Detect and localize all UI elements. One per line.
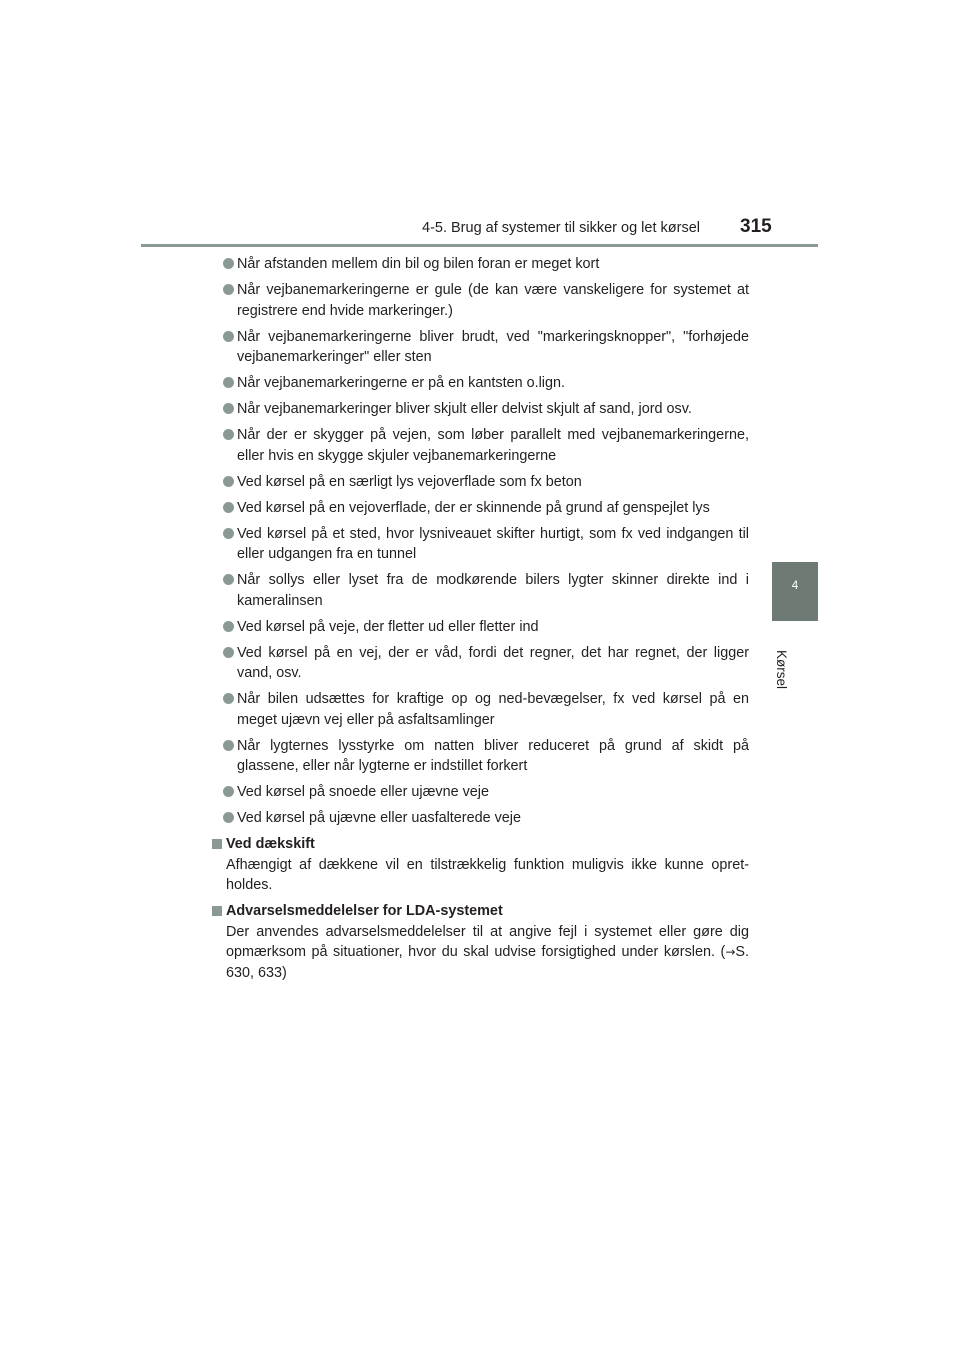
list-item-text: Når vejbanemarkeringerne er gule (de kan være vanskeligere for systemet at registrere end hvide markeringer.) xyxy=(237,282,749,319)
list-item xyxy=(211,327,749,368)
list-item xyxy=(211,782,749,803)
list-item-text: Ved kørsel på snoede eller ujævne veje xyxy=(237,784,489,800)
list-item xyxy=(211,373,749,394)
tire-change-section xyxy=(211,834,749,896)
bullet-icon xyxy=(223,621,234,632)
square-bullet-icon xyxy=(212,839,222,849)
bullet-icon xyxy=(223,786,234,797)
page-number: 315 xyxy=(740,216,772,237)
section-body xyxy=(211,922,749,984)
list-item-text: Når sollys eller lyset fra de modkørende bilers lygter skinner direkte ind i kameralinsen xyxy=(237,572,749,609)
bullet-icon xyxy=(223,528,234,539)
list-item-text: Ved kørsel på ujævne eller uasfalterede veje xyxy=(237,810,521,826)
bullet-icon xyxy=(223,647,234,658)
bullet-icon xyxy=(223,429,234,440)
list-item xyxy=(211,570,749,611)
list-item xyxy=(211,808,749,829)
bullet-icon xyxy=(223,258,234,269)
list-item xyxy=(211,617,749,638)
chapter-label: Kørsel xyxy=(774,650,789,690)
bullet-icon xyxy=(223,284,234,295)
bullet-icon xyxy=(223,693,234,704)
section-heading-text: Advarselsmeddelelser for LDA-systemet xyxy=(226,903,503,919)
list-item-text: Ved kørsel på en vej, der er våd, fordi det regner, det har regnet, der ligger vand, osv. xyxy=(237,644,749,681)
bullet-icon xyxy=(223,574,234,585)
section-title: 4-5. Brug af systemer til sikker og let kørsel xyxy=(422,220,700,236)
bullet-icon xyxy=(223,403,234,414)
bullet-icon xyxy=(223,812,234,823)
list-item xyxy=(211,524,749,565)
list-item-text: Ved kørsel på en vejoverflade, der er skinnende på grund af genspejlet lys xyxy=(237,499,710,516)
section-body: Afhængigt af dækkene vil en tilstrækkelig funktion muligvis ikke kunne opret-holdes. xyxy=(226,856,749,893)
section-heading xyxy=(211,901,749,922)
reference-text: S. 630, 633) xyxy=(226,944,750,981)
main-content xyxy=(211,254,749,989)
list-item-text: Når bilen udsættes for kraftige op og ned-bevægelser, fx ved kørsel på en meget ujævn vej eller på asfaltsamlinger xyxy=(237,691,749,728)
list-item xyxy=(211,689,749,730)
header-divider xyxy=(141,244,818,247)
list-item xyxy=(211,425,749,466)
section-heading xyxy=(211,834,749,855)
list-item xyxy=(211,498,749,519)
list-item-text: Når vejbanemarkeringerne bliver brudt, ved "markeringsknopper", "forhøjede vejbanemarkeringer" eller sten xyxy=(237,328,749,365)
condition-list xyxy=(211,254,749,829)
list-item xyxy=(211,399,749,420)
bullet-icon xyxy=(223,377,234,388)
bullet-icon xyxy=(223,502,234,513)
list-item-text: Ved kørsel på et sted, hvor lysniveauet skifter hurtigt, som fx ved indgangen til eller udgangen fra en tunnel xyxy=(237,525,749,562)
list-item xyxy=(211,472,749,493)
list-item-text: Når vejbanemarkeringerne er på en kantsten o.lign. xyxy=(237,375,565,391)
bullet-icon xyxy=(223,476,234,487)
reference-open-paren: ( xyxy=(720,944,726,960)
list-item-text: Når der er skygger på vejen, som løber parallelt med vejbanemarkeringerne, eller hvis en skygge skjuler vejbanemarkeringerne xyxy=(237,427,749,464)
list-item-text: Ved kørsel på en særligt lys vejoverflade som fx beton xyxy=(237,473,582,490)
list-item xyxy=(211,643,749,684)
list-item-text: Ved kørsel på veje, der fletter ud eller fletter ind xyxy=(237,618,539,635)
section-heading-text: Ved dækskift xyxy=(226,836,315,852)
list-item-text: Når lygternes lysstyrke om natten bliver reduceret på grund af skidt på glassene, eller når lygterne er indstillet forkert xyxy=(237,737,749,774)
section-body-text: Der anvendes advarselsmeddelelser til at angive fejl i systemet eller gøre dig opmærksom på situationer, hvor du skal udvise forsigtighed under kørslen. xyxy=(226,923,749,960)
square-bullet-icon xyxy=(212,906,222,916)
warning-messages-section xyxy=(211,901,749,983)
chapter-number: 4 xyxy=(791,578,799,592)
bullet-icon xyxy=(223,331,234,342)
bullet-icon xyxy=(223,740,234,751)
list-item-text: Når afstanden mellem din bil og bilen foran er meget kort xyxy=(237,256,600,272)
chapter-label-container xyxy=(774,650,805,730)
list-item xyxy=(211,736,749,777)
list-item-text: Når vejbanemarkeringer bliver skjult eller delvist skjult af sand, jord osv. xyxy=(237,401,692,417)
arrow-right-icon: → xyxy=(725,945,736,959)
list-item xyxy=(211,254,749,275)
list-item xyxy=(211,280,749,321)
